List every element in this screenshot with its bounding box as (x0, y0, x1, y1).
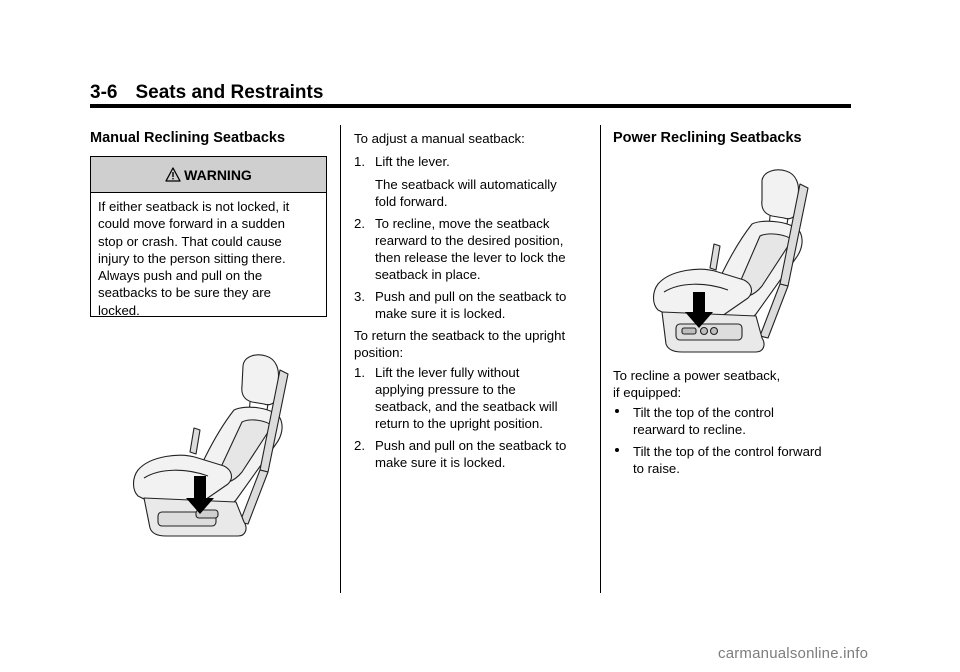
header-title (90, 82, 851, 104)
warning-label: WARNING (184, 166, 252, 183)
warning-line: could move forward in a sudden (98, 216, 285, 232)
warning-line: Always push and pull on the (98, 268, 263, 284)
power-intro (613, 367, 780, 401)
warning-text (91, 193, 326, 319)
step-line: return to the upright position. (375, 416, 543, 431)
power-bullet-2 (613, 443, 853, 477)
adjust-step-1-note (375, 176, 557, 210)
warning-box (90, 156, 327, 317)
watermark: carmanualsonline.info (718, 645, 869, 662)
warning-triangle-icon (165, 167, 181, 182)
bullet-text (633, 443, 822, 477)
bullet-text (633, 404, 774, 438)
return-intro-line: To return the seatback to the upright (354, 328, 566, 343)
step-text (375, 215, 566, 283)
bullet-dot (615, 448, 619, 452)
step-line: applying pressure to the (375, 382, 516, 397)
section-title: Seats and Restraints (135, 82, 324, 103)
step-line: make sure it is locked. (375, 455, 506, 470)
bullet-line: rearward to recline. (633, 422, 746, 437)
step-number: 3. (354, 289, 365, 304)
warning-line: seatbacks to be sure they are (98, 285, 272, 301)
warning-line: locked. (98, 302, 140, 318)
adjust-step-2 (354, 215, 594, 283)
power-seat-control-illustration-icon (652, 168, 822, 354)
return-intro (354, 327, 565, 361)
warning-line: stop or crash. That could cause (98, 233, 282, 249)
step-line: Push and pull on the seatback to (375, 289, 567, 304)
power-intro-line: To recline a power seatback, (613, 368, 781, 383)
step-line: make sure it is locked. (375, 306, 506, 321)
header-rule (90, 104, 851, 108)
note-line: fold forward. (375, 194, 448, 209)
adjust-intro: To adjust a manual seatback: (354, 131, 525, 146)
step-line: seatback in place. (375, 267, 481, 282)
warning-line: injury to the person sitting there. (98, 250, 286, 266)
adjust-step-1 (354, 153, 594, 170)
step-number: 2. (354, 438, 365, 453)
step-number: 2. (354, 216, 365, 231)
adjust-step-3 (354, 288, 594, 322)
step-text (375, 364, 558, 432)
step-line: then release the lever to lock the (375, 250, 566, 265)
manual-seat-lever-illustration-icon (130, 352, 308, 537)
warning-header (91, 157, 326, 193)
step-number: 1. (354, 365, 365, 380)
step-text: Lift the lever. (375, 154, 450, 169)
step-text (375, 437, 566, 471)
return-intro-line: position: (354, 345, 404, 360)
bullet-dot (615, 409, 619, 413)
return-step-1 (354, 364, 594, 432)
page-header (90, 82, 851, 104)
power-intro-line: if equipped: (613, 385, 682, 400)
step-text (375, 288, 566, 322)
power-bullet-1 (613, 404, 853, 438)
page-number: 3-6 (90, 82, 118, 103)
column-divider-right (600, 125, 601, 593)
power-section-heading: Power Reclining Seatbacks (613, 130, 802, 146)
bullet-line: Tilt the top of the control (633, 405, 774, 420)
warning-line: If either seatback is not locked, it (98, 199, 290, 214)
step-line: Lift the lever fully without (375, 365, 520, 380)
column-divider-left (340, 125, 341, 593)
step-line: rearward to the desired position, (375, 233, 564, 248)
bullet-line: to raise. (633, 461, 680, 476)
manual-section-heading: Manual Reclining Seatbacks (90, 130, 286, 146)
step-line: To recline, move the seatback (375, 216, 550, 231)
step-line: Push and pull on the seatback to (375, 438, 567, 453)
step-line: seatback, and the seatback will (375, 399, 558, 414)
step-number: 1. (354, 154, 365, 169)
note-line: The seatback will automatically (375, 177, 557, 192)
bullet-line: Tilt the top of the control forward (633, 444, 822, 459)
return-step-2 (354, 437, 594, 471)
